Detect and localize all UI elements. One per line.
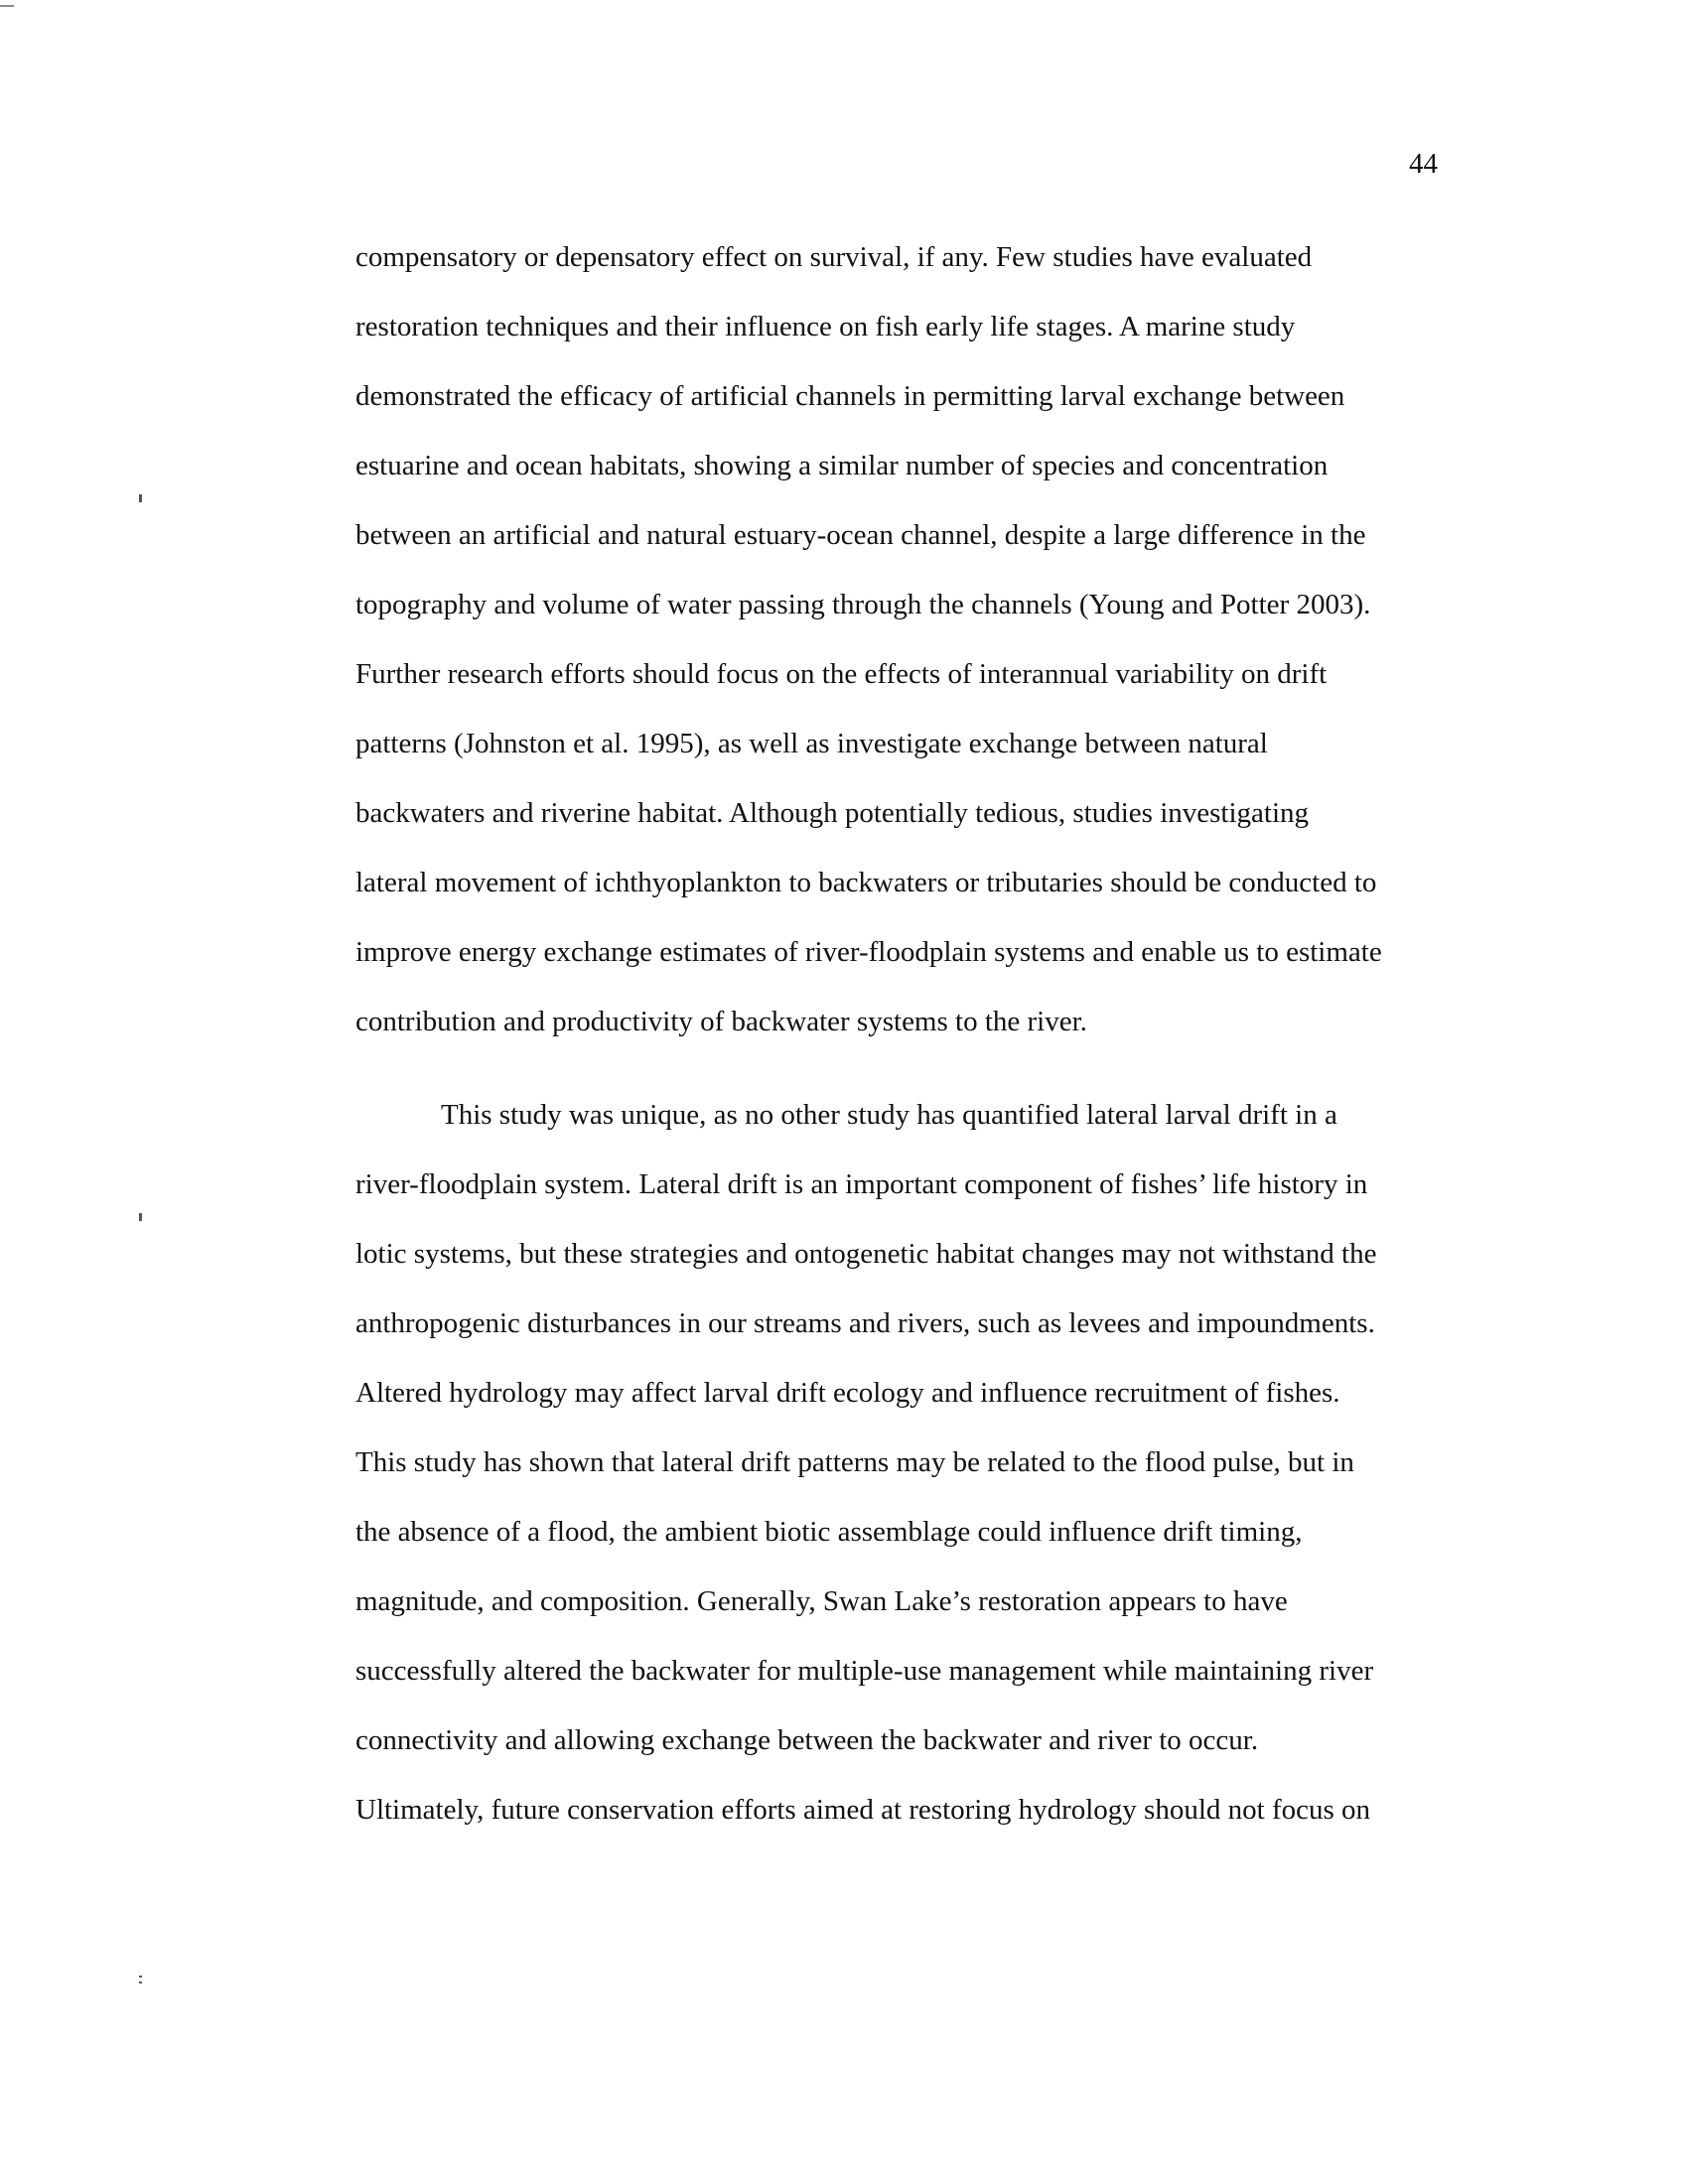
text-line: contribution and productivity of backwater systems to the river. (355, 1006, 1087, 1037)
text-line: improve energy exchange estimates of river-floodplain systems and enable us to estimate (355, 936, 1382, 968)
text-line: Further research efforts should focus on the effects of interannual variability on drift (355, 658, 1328, 690)
text-line: anthropogenic disturbances in our streams and rivers, such as levees and impoundments. (355, 1307, 1375, 1339)
scan-margin-mark (139, 1976, 142, 1978)
text-line: connectivity and allowing exchange between the backwater and river to occur. (355, 1724, 1259, 1756)
text-line: This study has shown that lateral drift patterns may be related to the flood pulse, but in (355, 1446, 1354, 1478)
text-line: backwaters and riverine habitat. Although potentially tedious, studies investigating (355, 797, 1310, 829)
text-line: topography and volume of water passing through the channels (Young and Potter 2003). (355, 589, 1371, 620)
text-line: restoration techniques and their influence on fish early life stages. A marine study (355, 311, 1296, 342)
text-line: compensatory or depensatory effect on survival, if any. Few studies have evaluated (355, 241, 1313, 273)
text-line: the absence of a flood, the ambient biotic assemblage could influence drift timing, (355, 1516, 1303, 1548)
text-line: Ultimately, future conservation efforts aimed at restoring hydrology should not focus on (355, 1794, 1371, 1826)
text-line: between an artificial and natural estuary-ocean channel, despite a large difference in the (355, 519, 1366, 551)
page-number: 44 (1409, 148, 1438, 180)
text-line: estuarine and ocean habitats, showing a similar number of species and concentration (355, 450, 1329, 481)
text-line: river-floodplain system. Lateral drift is an important component of fishes’ life history in (355, 1168, 1368, 1200)
text-line: Altered hydrology may affect larval drift ecology and influence recruitment of fishes. (355, 1377, 1340, 1409)
text-line: demonstrated the efficacy of artificial channels in permitting larval exchange between (355, 380, 1345, 412)
scan-edge-mark (0, 5, 14, 7)
scan-margin-mark (139, 494, 142, 502)
scan-margin-mark (139, 1981, 142, 1983)
text-line: patterns (Johnston et al. 1995), as well as investigate exchange between natural (355, 728, 1268, 759)
text-line: lotic systems, but these strategies and ontogenetic habitat changes may not withstand the (355, 1238, 1377, 1270)
text-line-indented: This study was unique, as no other study has quantified lateral larval drift in a (441, 1099, 1337, 1131)
text-line: lateral movement of ichthyoplankton to backwaters or tributaries should be conducted to (355, 867, 1377, 898)
text-line: magnitude, and composition. Generally, Swan Lake’s restoration appears to have (355, 1585, 1288, 1617)
scan-margin-mark (139, 1213, 142, 1221)
text-line: successfully altered the backwater for multiple-use management while maintaining river (355, 1655, 1374, 1687)
